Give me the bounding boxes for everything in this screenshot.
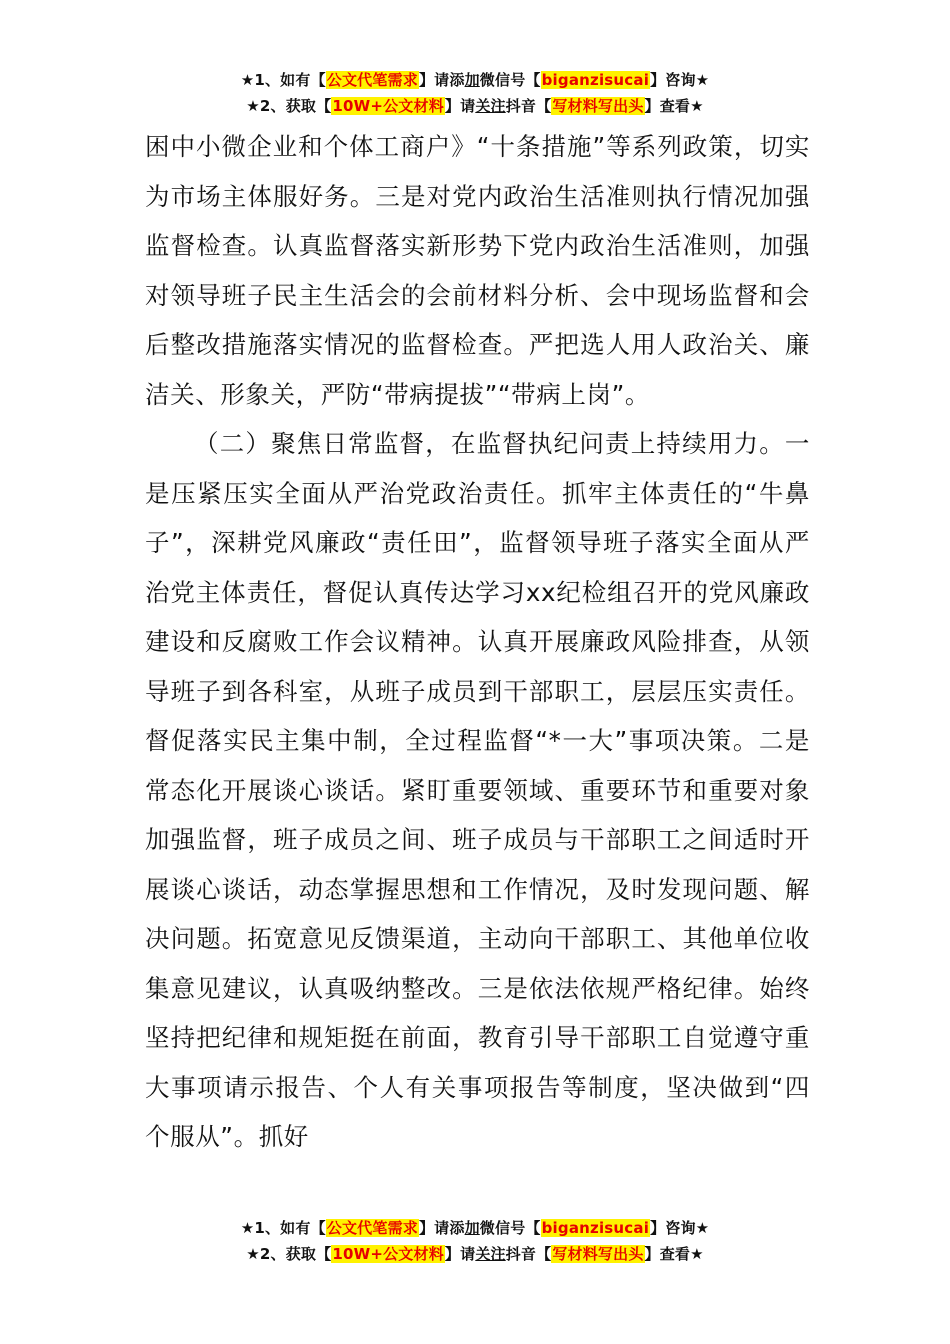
banner-text: 】请 (444, 97, 476, 115)
banner-text: 】请添 (418, 71, 465, 89)
banner-text: 抖音【 (505, 1245, 552, 1263)
highlight-wechat-id: biganzisucai (541, 1219, 650, 1237)
banner-text: 】咨询★ (650, 71, 710, 89)
highlight-materials: 10W+公文材料 (332, 97, 444, 115)
banner-text: 抖音【 (505, 97, 552, 115)
banner-underline: 加 (464, 71, 480, 89)
banner-underline: 加 (464, 1219, 480, 1237)
banner-underline: 关注 (475, 97, 506, 115)
highlight-douyin: 写材料写出头 (552, 97, 644, 115)
banner-line-1 (0, 67, 950, 93)
banner-text: 微信号【 (479, 1219, 541, 1237)
highlight-service: 公文代笔需求 (326, 1219, 418, 1237)
banner-line-2 (0, 93, 950, 119)
banner-text: ★1、如有【 (240, 71, 326, 89)
document-body (145, 122, 810, 1162)
highlight-douyin: 写材料写出头 (552, 1245, 644, 1263)
banner-underline: 关注 (475, 1245, 506, 1263)
footer-banner (0, 1215, 950, 1267)
banner-text: ★2、获取【 (246, 1245, 332, 1263)
banner-text: 】查看★ (644, 97, 704, 115)
banner-text: 】查看★ (644, 1245, 704, 1263)
banner-text: 】咨询★ (650, 1219, 710, 1237)
banner-text: ★1、如有【 (240, 1219, 326, 1237)
highlight-wechat-id: biganzisucai (541, 71, 650, 89)
highlight-service: 公文代笔需求 (326, 71, 418, 89)
banner-text: 】请添 (418, 1219, 465, 1237)
paragraph-section-two: （二）聚焦日常监督，在监督执纪问责上持续用力。一是压紧压实全面从严治党政治责任。抓牢主体责任的“牛鼻子”，深耕党风廉政“责任田”，监督领导班子落实全面从严治党主体责任，督促认真传达学习xx纪检组召开的党风廉政建设和反腐败工作会议精神。认真开展廉政风险排查，从领导班子到各科室，从班子成员到干部职工，层层压实责任。督促落实民主集中制，全过程监督“*一大”事项决策。二是常态化开展谈心谈话。紧盯重要领域、重要环节和重要对象加强监督，班子成员之间、班子成员与干部职工之间适时开展谈心谈话，动态掌握思想和工作情况，及时发现问题、解决问题。拓宽意见反馈渠道，主动向干部职工、其他单位收集意见建议，认真吸纳整改。三是依法依规严格纪律。始终坚持把纪律和规矩挺在前面，教育引导干部职工自觉遵守重大事项请示报告、个人有关事项报告等制度，坚决做到“四个服从”。抓好 (145, 429, 810, 1151)
banner-text: 微信号【 (479, 71, 541, 89)
banner-text: ★2、获取【 (246, 97, 332, 115)
banner-line-1 (0, 1215, 950, 1241)
header-banner (0, 67, 950, 119)
highlight-materials: 10W+公文材料 (332, 1245, 444, 1263)
banner-line-2 (0, 1241, 950, 1267)
banner-text: 】请 (444, 1245, 476, 1263)
paragraph-continued: 困中小微企业和个体工商户》“十条措施”等系列政策，切实为市场主体服好务。三是对党内政治生活准则执行情况加强监督检查。认真监督落实新形势下党内政治生活准则，加强对领导班子民主生活会的会前材料分析、会中现场监督和会后整改措施落实情况的监督检查。严把选人用人政治关、廉洁关、形象关，严防“带病提拔”“带病上岗”。 (145, 132, 810, 409)
